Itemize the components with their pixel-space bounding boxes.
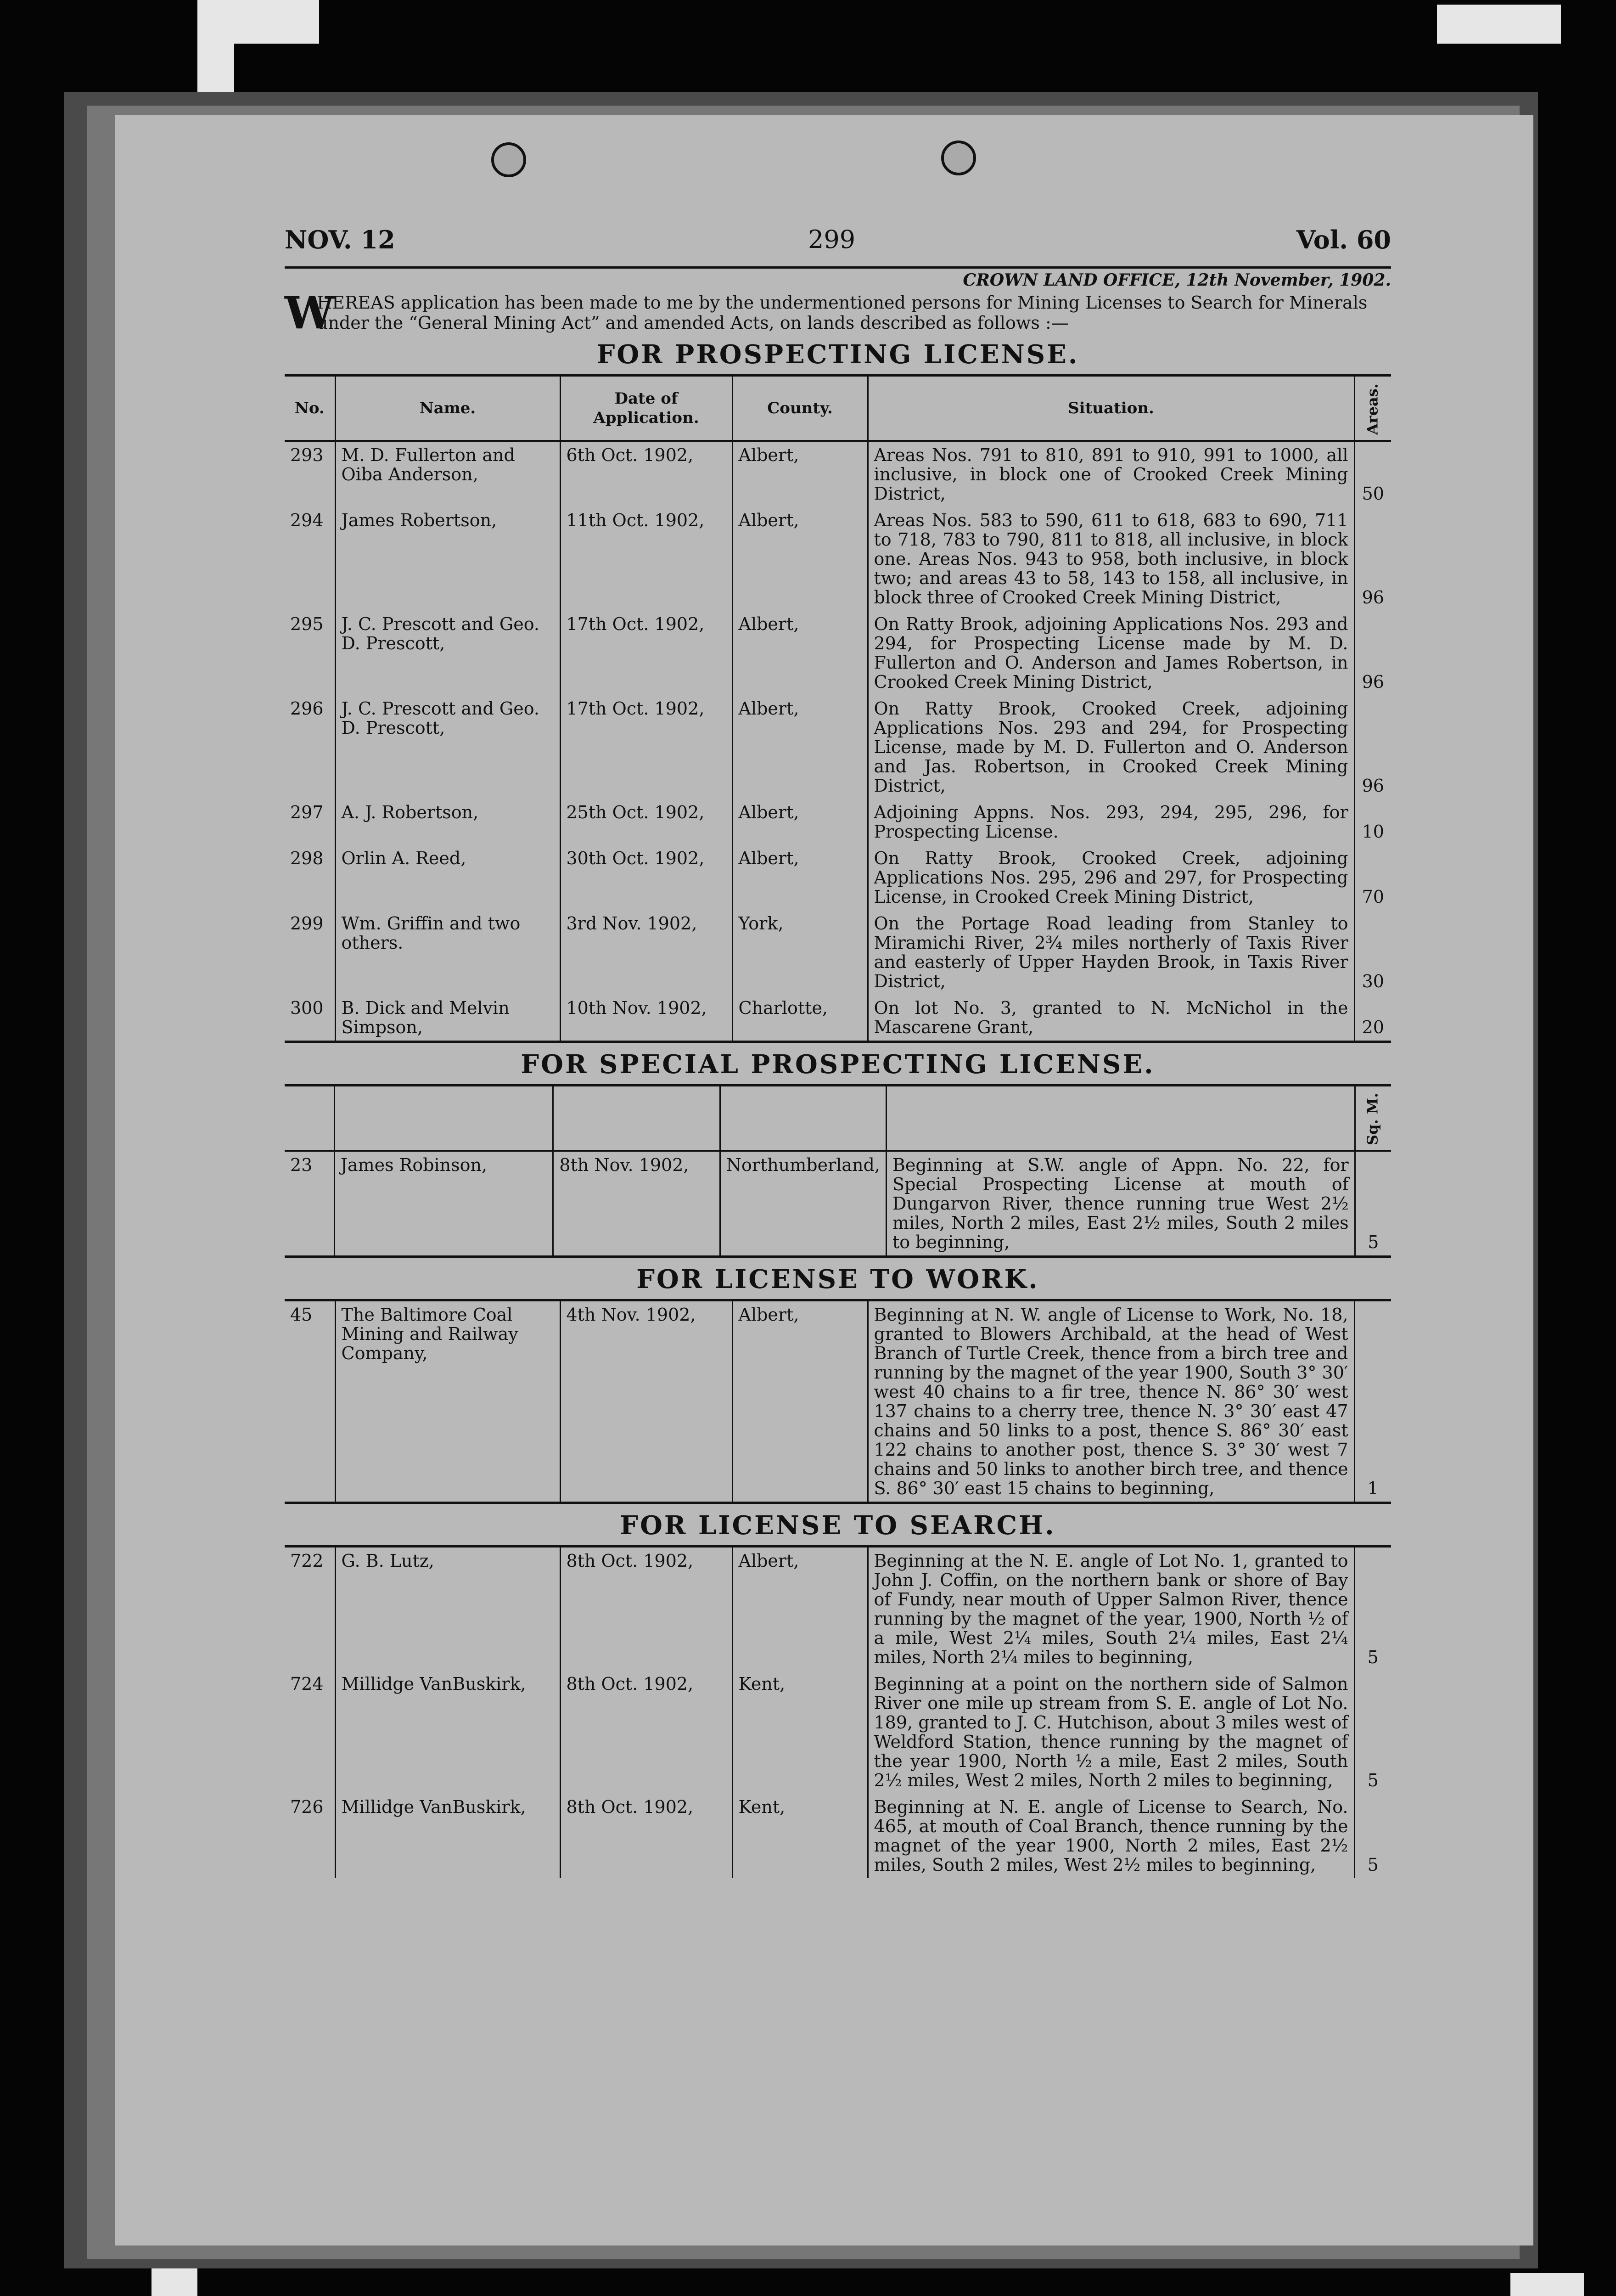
area-value: 5	[1355, 1151, 1391, 1255]
situation: Beginning at S.W. angle of Appn. No. 22, for Special Prospecting License at mouth of Dungarvon River, thence running true West 2½ miles, North 2 miles, East 2½ miles, South 2 miles to beginning,	[886, 1151, 1355, 1255]
application-date: 25th Oct. 1902,	[560, 799, 732, 845]
table-row	[285, 799, 1391, 845]
situation: On lot No. 3, granted to N. McNichol in the Mascarene Grant,	[868, 995, 1354, 1041]
entry-number: 724	[290, 1674, 324, 1694]
applicant-name: James Robertson,	[335, 507, 560, 611]
punch-hole-right	[941, 141, 976, 175]
applicant-name: G. B. Lutz,	[335, 1548, 560, 1671]
col-header-no: No.	[285, 377, 335, 441]
applicant-name: Wm. Griffin and two others.	[335, 910, 560, 995]
entry-number: 23	[290, 1155, 313, 1175]
table-row	[285, 507, 1391, 611]
applicant-name: The Baltimore Coal Mining and Railway Company,	[335, 1301, 560, 1502]
county: Albert,	[732, 695, 868, 799]
volume-label: Vol. 60	[1296, 225, 1391, 254]
area-value: 1	[1354, 1301, 1391, 1502]
binder-tab-top-left-strip	[197, 28, 234, 96]
entry-number: 298	[290, 848, 324, 868]
county: Northumberland,	[720, 1151, 886, 1255]
applicant-name: Orlin A. Reed,	[335, 845, 560, 910]
county: Albert,	[732, 845, 868, 910]
page-content	[285, 225, 1391, 1878]
county: Albert,	[732, 507, 868, 611]
area-value: 96	[1354, 507, 1391, 611]
applicant-name: James Robinson,	[334, 1151, 553, 1255]
situation: On Ratty Brook, Crooked Creek, adjoining Applications Nos. 295, 296 and 297, for Prospecting License, in Crooked Creek Mining District,	[868, 845, 1354, 910]
special-col-date	[553, 1086, 720, 1151]
situation: Areas Nos. 583 to 590, 611 to 618, 683 to 690, 711 to 718, 783 to 790, 811 to 818, all inclusive, in block one. Areas Nos. 943 to 958, both inclusive, in block two; and areas 43 to 58, 143 to 158, all inclusive, in block three of Crooked Creek Mining District,	[868, 507, 1354, 611]
drop-cap: W	[285, 287, 334, 339]
table-row	[285, 1671, 1391, 1794]
applicant-name: Millidge VanBuskirk,	[335, 1794, 560, 1878]
area-value: 96	[1354, 695, 1391, 799]
application-date: 3rd Nov. 1902,	[560, 910, 732, 995]
area-value: 10	[1354, 799, 1391, 845]
intro-paragraph	[285, 287, 1391, 339]
application-date: 6th Oct. 1902,	[560, 441, 732, 507]
section-title-prospecting: FOR PROSPECTING LICENSE.	[596, 339, 1079, 370]
intro-text: HEREAS application has been made to me by the undermentioned persons for Mining Licenses to Search for Minerals under the “General Mining Act” and amended Acts, on lands described as follows :—	[317, 293, 1368, 333]
special-col-county	[720, 1086, 886, 1151]
table-row	[285, 1151, 1391, 1255]
situation: Beginning at the N. E. angle of Lot No. 1, granted to John J. Coffin, on the northern bank or shore of Bay of Fundy, near mouth of Upper Salmon River, thence running by the magnet of the year, 1900, North ½ of a mile, West 2¼ miles, South 2¼ miles, East 2¼ miles, North 2¼ miles to beginning,	[868, 1548, 1354, 1671]
area-value: 5	[1354, 1671, 1391, 1794]
table-row	[285, 845, 1391, 910]
special-table-wrap	[285, 1084, 1391, 1258]
applicant-name: J. C. Prescott and Geo. D. Prescott,	[335, 695, 560, 799]
punch-hole-left	[491, 142, 526, 177]
col-header-areas: Areas.	[1354, 377, 1391, 441]
situation: On Ratty Brook, Crooked Creek, adjoining Applications Nos. 293 and 294, for Prospecting License, made by M. D. Fullerton and O. Anderson and Jas. Robertson, in Crooked Creek Mining District,	[868, 695, 1354, 799]
page-number: 299	[808, 225, 856, 254]
application-date: 8th Oct. 1902,	[560, 1671, 732, 1794]
section-title-search: FOR LICENSE TO SEARCH.	[620, 1510, 1056, 1541]
col-header-situation: Situation.	[868, 377, 1354, 441]
entry-number: 296	[290, 698, 324, 719]
application-date: 17th Oct. 1902,	[560, 695, 732, 799]
work-rows	[285, 1301, 1391, 1502]
county: Albert,	[732, 441, 868, 507]
entry-number: 726	[290, 1797, 324, 1817]
section-title-work: FOR LICENSE TO WORK.	[636, 1264, 1039, 1294]
work-table-wrap	[285, 1299, 1391, 1504]
area-value: 50	[1354, 441, 1391, 507]
county: Kent,	[732, 1671, 868, 1794]
county: Charlotte,	[732, 995, 868, 1041]
col-header-county: County.	[732, 377, 868, 441]
area-value: 30	[1354, 910, 1391, 995]
table-row	[285, 1548, 1391, 1671]
application-date: 8th Oct. 1902,	[560, 1794, 732, 1878]
area-value: 96	[1354, 611, 1391, 695]
search-table-wrap	[285, 1545, 1391, 1878]
entry-number: 299	[290, 913, 324, 934]
col-header-date: Date of Application.	[560, 377, 732, 441]
special-rows	[285, 1151, 1391, 1255]
special-col-no	[285, 1086, 334, 1151]
area-value: 5	[1354, 1548, 1391, 1671]
table-row	[285, 1794, 1391, 1878]
county: Albert,	[732, 611, 868, 695]
header-date: NOV. 12	[285, 225, 395, 254]
header-rule	[285, 266, 1391, 269]
binder-tab-bottom-right	[1510, 2273, 1584, 2296]
county: Albert,	[732, 799, 868, 845]
situation: Beginning at N. W. angle of License to Work, No. 18, granted to Blowers Archibald, at the head of West Branch of Turtle Creek, thence from a birch tree and running by the magnet of the year 1900, South 3° 30′ west 40 chains to a fir tree, thence N. 86° 30′ west 137 chains to a cherry tree, thence N. 3° 30′ east 47 chains and 50 links to a post, thence S. 86° 30′ east 122 chains to another post, thence S. 3° 30′ west 7 chains and 50 links to another birch tree, and thence S. 86° 30′ east 15 chains to beginning,	[868, 1301, 1354, 1502]
table-row	[285, 611, 1391, 695]
county: York,	[732, 910, 868, 995]
entry-number: 294	[290, 510, 324, 530]
application-date: 11th Oct. 1902,	[560, 507, 732, 611]
area-value: 5	[1354, 1794, 1391, 1878]
col-header-sqm: Sq. M.	[1355, 1086, 1391, 1151]
application-date: 8th Oct. 1902,	[560, 1548, 732, 1671]
running-header	[285, 225, 1391, 266]
situation: Beginning at N. E. angle of License to Search, No. 465, at mouth of Coal Branch, thence running by the magnet of the year 1900, North 2 miles, East 2½ miles, South 2 miles, West 2½ miles to beginning,	[868, 1794, 1354, 1878]
applicant-name: Millidge VanBuskirk,	[335, 1671, 560, 1794]
entry-number: 297	[290, 802, 324, 822]
table-row	[285, 995, 1391, 1041]
col-header-name: Name.	[335, 377, 560, 441]
situation: Areas Nos. 791 to 810, 891 to 910, 991 to 1000, all inclusive, in block one of Crooked Creek Mining District,	[868, 441, 1354, 507]
special-col-situation	[886, 1086, 1355, 1151]
applicant-name: J. C. Prescott and Geo. D. Prescott,	[335, 611, 560, 695]
application-date: 17th Oct. 1902,	[560, 611, 732, 695]
entry-number: 293	[290, 445, 324, 465]
applicant-name: M. D. Fullerton and Oiba Anderson,	[335, 441, 560, 507]
situation: On the Portage Road leading from Stanley to Miramichi River, 2¾ miles northerly of Taxis River and easterly of Upper Hayden Brook, in Taxis River District,	[868, 910, 1354, 995]
application-date: 8th Nov. 1902,	[553, 1151, 720, 1255]
situation: Beginning at a point on the northern side of Salmon River one mile up stream from S. E. angle of Lot No. 189, granted to J. C. Hutchison, about 3 miles west of Weldford Station, thence running by the magnet of the year 1900, North ½ a mile, East 2 miles, South 2½ miles, West 2 miles, North 2 miles to beginning,	[868, 1671, 1354, 1794]
work-table	[285, 1301, 1391, 1502]
entry-number: 295	[290, 614, 324, 634]
situation: On Ratty Brook, adjoining Applications Nos. 293 and 294, for Prospecting License made by M. D. Fullerton and O. Anderson and James Robertson, in Crooked Creek Mining District,	[868, 611, 1354, 695]
entry-number: 300	[290, 998, 324, 1018]
entry-number: 722	[290, 1551, 324, 1571]
prospecting-table-wrap	[285, 374, 1391, 1043]
office-line: CROWN LAND OFFICE, 12th November, 1902.	[963, 270, 1391, 290]
search-rows	[285, 1548, 1391, 1878]
prospecting-table	[285, 377, 1391, 1041]
area-value: 70	[1354, 845, 1391, 910]
application-date: 4th Nov. 1902,	[560, 1301, 732, 1502]
county: Albert,	[732, 1301, 868, 1502]
prospecting-rows	[285, 441, 1391, 1041]
applicant-name: A. J. Robertson,	[335, 799, 560, 845]
special-col-name	[334, 1086, 553, 1151]
section-title-special: FOR SPECIAL PROSPECTING LICENSE.	[521, 1049, 1155, 1080]
table-row	[285, 695, 1391, 799]
binder-tab-top-right	[1437, 5, 1561, 44]
special-table	[285, 1086, 1391, 1255]
county: Albert,	[732, 1548, 868, 1671]
county: Kent,	[732, 1794, 868, 1878]
table-row	[285, 1301, 1391, 1502]
area-value: 20	[1354, 995, 1391, 1041]
situation: Adjoining Appns. Nos. 293, 294, 295, 296, for Prospecting License.	[868, 799, 1354, 845]
application-date: 10th Nov. 1902,	[560, 995, 732, 1041]
applicant-name: B. Dick and Melvin Simpson,	[335, 995, 560, 1041]
table-row	[285, 441, 1391, 507]
entry-number: 45	[290, 1305, 313, 1325]
search-table	[285, 1548, 1391, 1878]
table-row	[285, 910, 1391, 995]
application-date: 30th Oct. 1902,	[560, 845, 732, 910]
